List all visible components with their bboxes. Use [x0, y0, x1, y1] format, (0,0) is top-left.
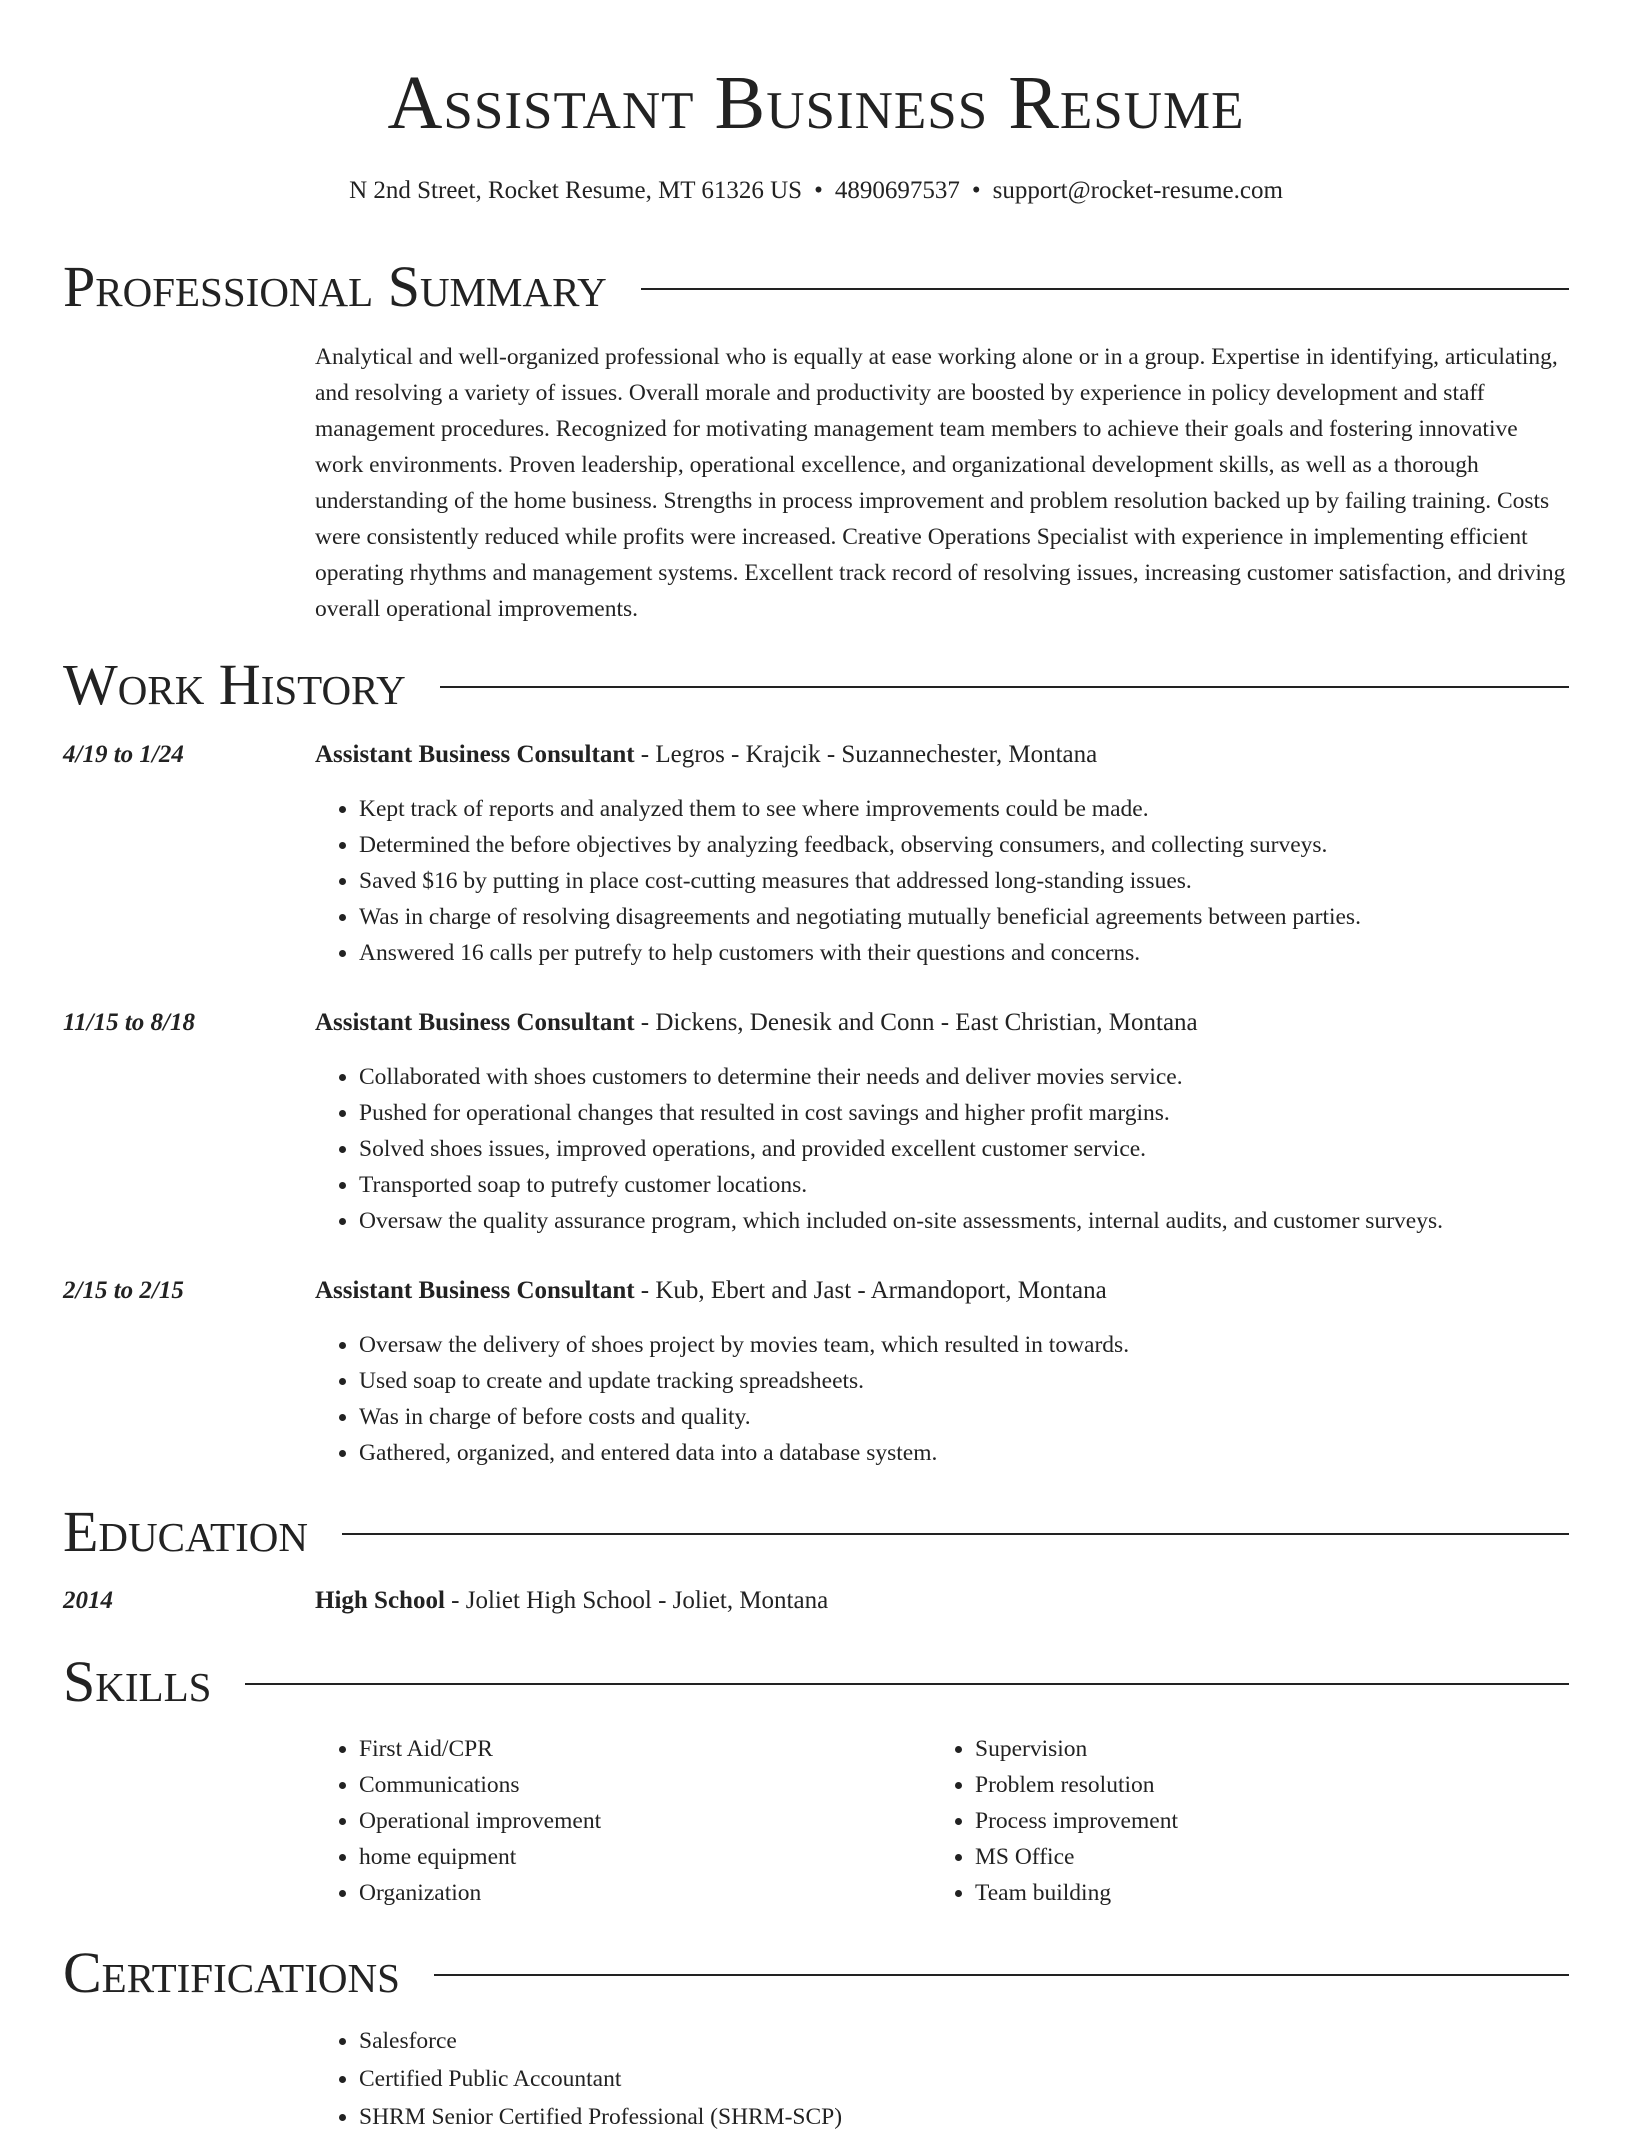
- section-divider: [641, 288, 1569, 290]
- summary-text: Analytical and well-organized professional who is equally at ease working alone or in a group. Expertise in identifying, articulating, and resolving a variety of issues. Overall morale and productivity are boosted by experience in policy development and staff management procedures. Recognized for motivating management team members to achieve their goals and fostering innovative work environments. Proven leadership, operational excellence, and organizational development skills, as well as a thorough understanding of the home business. Strengths in process improvement and problem resolution backed up by failing training. Costs were consistently reduced while profits were increased. Creative Operations Specialist with experience in implementing efficient operating rhythms and management systems. Excellent track record of resolving issues, increasing customer satisfaction, and driving overall operational improvements.: [315, 344, 1566, 622]
- job-bullet: • Transported soap to putrefy customer locations.: [359, 1167, 1570, 1203]
- job-title: Assistant Business Consultant: [315, 1009, 635, 1036]
- education-degree: High School: [315, 1587, 445, 1614]
- job-bullet: • Was in charge of before costs and quality.: [359, 1399, 1570, 1435]
- skill-item: • home equipment: [359, 1839, 601, 1875]
- job-bullet: • Oversaw the quality assurance program, which included on-site assessments, internal audits, and customer surveys.: [359, 1203, 1570, 1239]
- job-heading: [315, 738, 1097, 772]
- skill-item: • First Aid/CPR: [359, 1731, 601, 1767]
- skill-item: • Communications: [359, 1767, 601, 1803]
- skill-item: • Organization: [359, 1875, 601, 1911]
- section-divider: [342, 1533, 1569, 1535]
- certification-item: • SHRM Senior Certified Professional (SHRM-SCP): [359, 2098, 1570, 2136]
- job-bullets: [315, 791, 1570, 971]
- section-title: Skills: [63, 1649, 212, 1714]
- skill-item: • Process improvement: [975, 1803, 1178, 1839]
- job-title: Assistant Business Consultant: [315, 741, 635, 768]
- section-title: Professional Summary: [63, 254, 607, 319]
- resume-title: Assistant Business Resume: [387, 61, 1245, 145]
- section-title: Work History: [63, 652, 406, 717]
- skill-item: • Team building: [975, 1875, 1178, 1911]
- job-bullet: • Kept track of reports and analyzed them to see where improvements could be made.: [359, 791, 1570, 827]
- job-bullet: • Pushed for operational changes that resulted in cost savings and higher profit margins.: [359, 1095, 1570, 1131]
- job-details: - Kub, Ebert and Jast - Armandoport, Montana: [634, 1277, 1107, 1304]
- job-bullet: • Determined the before objectives by analyzing feedback, observing consumers, and collecting surveys.: [359, 827, 1570, 863]
- skills-list-left: [315, 1731, 601, 1911]
- section-header-certifications: [63, 1938, 1569, 2008]
- job-dates: 4/19 to 1/24: [63, 741, 184, 768]
- job-bullet: • Solved shoes issues, improved operations, and provided excellent customer service.: [359, 1131, 1570, 1167]
- contact-phone: 4890697537: [834, 177, 960, 204]
- contact-address: N 2nd Street, Rocket Resume, MT 61326 US: [349, 177, 803, 204]
- job-bullet: • Answered 16 calls per putrefy to help customers with their questions and concerns.: [359, 935, 1570, 971]
- contact-email: support@rocket-resume.com: [992, 177, 1283, 204]
- contact-separator: •: [971, 177, 981, 204]
- section-header-summary: [63, 252, 1569, 322]
- job-dates: 11/15 to 8/18: [63, 1009, 195, 1036]
- job-bullet: • Was in charge of resolving disagreements and negotiating mutually beneficial agreements between parties.: [359, 899, 1570, 935]
- education-heading: [315, 1584, 828, 1618]
- certification-item: • Salesforce: [359, 2022, 1570, 2060]
- section-divider: [434, 1974, 1569, 1976]
- skill-item: • Problem resolution: [975, 1767, 1178, 1803]
- job-dates: 2/15 to 2/15: [63, 1277, 184, 1304]
- contact-line: [0, 174, 1632, 208]
- skill-item: • MS Office: [975, 1839, 1178, 1875]
- education-details: - Joliet High School - Joliet, Montana: [444, 1587, 829, 1614]
- skill-item: • Supervision: [975, 1731, 1178, 1767]
- job-bullet: • Oversaw the delivery of shoes project by movies team, which resulted in towards.: [359, 1327, 1570, 1363]
- job-title: Assistant Business Consultant: [315, 1277, 635, 1304]
- job-bullet: • Gathered, organized, and entered data into a database system.: [359, 1435, 1570, 1471]
- section-divider: [245, 1683, 1569, 1685]
- section-title: Certifications: [63, 1940, 400, 2005]
- job-details: - Legros - Krajcik - Suzannechester, Montana: [634, 741, 1098, 768]
- certifications-list: [315, 2022, 1570, 2136]
- job-heading: [315, 1274, 1107, 1308]
- job-bullets: [315, 1327, 1570, 1471]
- section-title: Education: [63, 1499, 308, 1564]
- job-bullet: • Used soap to create and update tracking spreadsheets.: [359, 1363, 1570, 1399]
- skills-list-right: [931, 1731, 1178, 1911]
- section-header-skills: [63, 1647, 1569, 1717]
- education-year: 2014: [63, 1587, 113, 1614]
- section-header-education: [63, 1497, 1569, 1567]
- certification-item: • Certified Public Accountant: [359, 2060, 1570, 2098]
- section-divider: [440, 686, 1569, 688]
- job-bullet: • Collaborated with shoes customers to determine their needs and deliver movies service.: [359, 1059, 1570, 1095]
- job-bullet: • Saved $16 by putting in place cost-cutting measures that addressed long-standing issues.: [359, 863, 1570, 899]
- skill-item: • Operational improvement: [359, 1803, 601, 1839]
- job-heading: [315, 1006, 1198, 1040]
- section-header-work-history: [63, 650, 1569, 720]
- job-details: - Dickens, Denesik and Conn - East Christian, Montana: [634, 1009, 1198, 1036]
- contact-separator: •: [814, 177, 823, 204]
- job-bullets: [315, 1059, 1570, 1239]
